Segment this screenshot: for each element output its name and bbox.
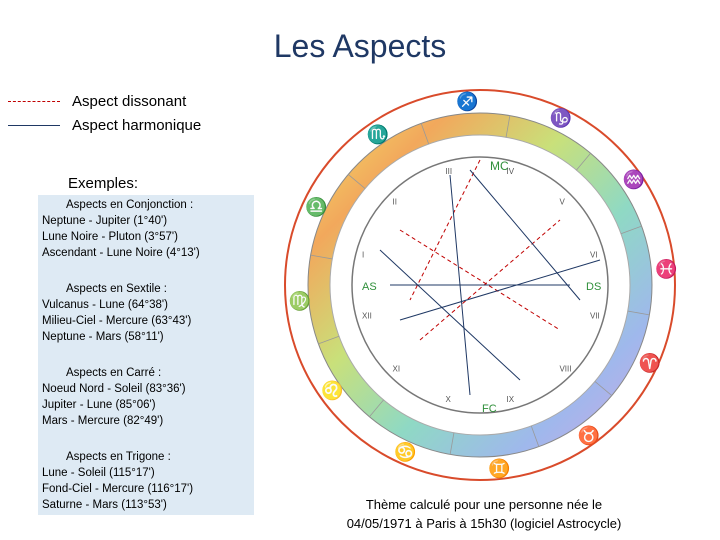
group-item: Mars - Mercure (82°49') [42,415,164,427]
house-number: II [392,197,398,207]
house-number: IV [506,167,515,177]
zodiac-sign-icon: ♐ [455,91,479,112]
group-item: Lune - Soleil (115°17') [42,467,155,479]
group-item: Vulcanus - Lune (64°38') [42,299,168,311]
group-item: Neptune - Mars (58°11') [42,331,164,343]
mc-label: MC [490,159,509,173]
legend-dissonant [8,93,186,110]
solid-line-swatch [8,125,60,126]
dashed-line-swatch [8,101,60,102]
astro-chart [260,62,700,492]
house-number: XI [392,364,401,374]
zodiac-sign-icon: ♊ [488,458,511,479]
group-item: Noeud Nord - Soleil (83°36') [42,383,186,395]
house-number: V [559,197,565,207]
group-item: Neptune - Jupiter (1°40') [42,215,168,227]
group-title: Aspects en Sextile : [66,283,167,295]
zodiac-sign-icon: ♎ [305,197,328,218]
group-item: Fond-Ciel - Mercure (116°17') [42,483,194,495]
zodiac-sign-icon: ♈ [638,352,662,373]
examples-panel [38,195,254,515]
ds-label: DS [586,281,602,293]
zodiac-sign-icon: ♌ [321,380,344,401]
group-carre [42,365,186,429]
group-conjonction [42,197,200,261]
group-item: Saturne - Mars (113°53') [42,499,167,511]
group-title: Aspects en Trigone : [66,451,171,463]
exemples-label: Exemples: [68,175,139,192]
group-item: Lune Noire - Pluton (3°57') [42,231,178,243]
group-title: Aspects en Conjonction : [66,199,194,211]
legend-harmonique [8,117,201,134]
zodiac-sign-icon: ♑ [549,108,573,129]
group-item: Ascendant - Lune Noire (4°13') [42,247,200,259]
house-number: VII [589,311,600,321]
house-number: VIII [559,364,572,374]
caption-line2: 04/05/1971 à Paris à 15h30 (logiciel Astrocycle) [346,516,622,531]
zodiac-sign-icon: ♉ [577,425,600,446]
page-title: Les Aspects [273,28,447,64]
fc-label: FC [482,403,497,415]
house-number: III [445,167,453,177]
group-sextile [42,281,191,345]
chart-caption [328,495,640,533]
zodiac-sign-icon: ♋ [394,441,417,462]
house-number: XII [362,311,372,321]
group-title: Aspects en Carré : [66,367,162,379]
zodiac-sign-icon: ♏ [366,124,389,145]
zodiac-sign-icon: ♓ [655,258,678,279]
legend-harmonique-label: Aspect harmonique [72,117,202,134]
group-item: Milieu-Ciel - Mercure (63°43') [42,315,192,327]
house-number: I [362,250,365,260]
zodiac-sign-icon: ♍ [288,291,312,312]
zodiac-sign-icon: ♒ [622,169,646,190]
as-label: AS [362,281,377,293]
caption-line1: Thème calculé pour une personne née le [365,497,603,512]
house-number: X [445,394,451,404]
house-number: IX [506,394,515,404]
group-item: Jupiter - Lune (85°06') [42,399,156,411]
legend-dissonant-label: Aspect dissonant [72,93,187,110]
group-trigone [42,449,193,513]
house-number: VI [589,250,598,260]
